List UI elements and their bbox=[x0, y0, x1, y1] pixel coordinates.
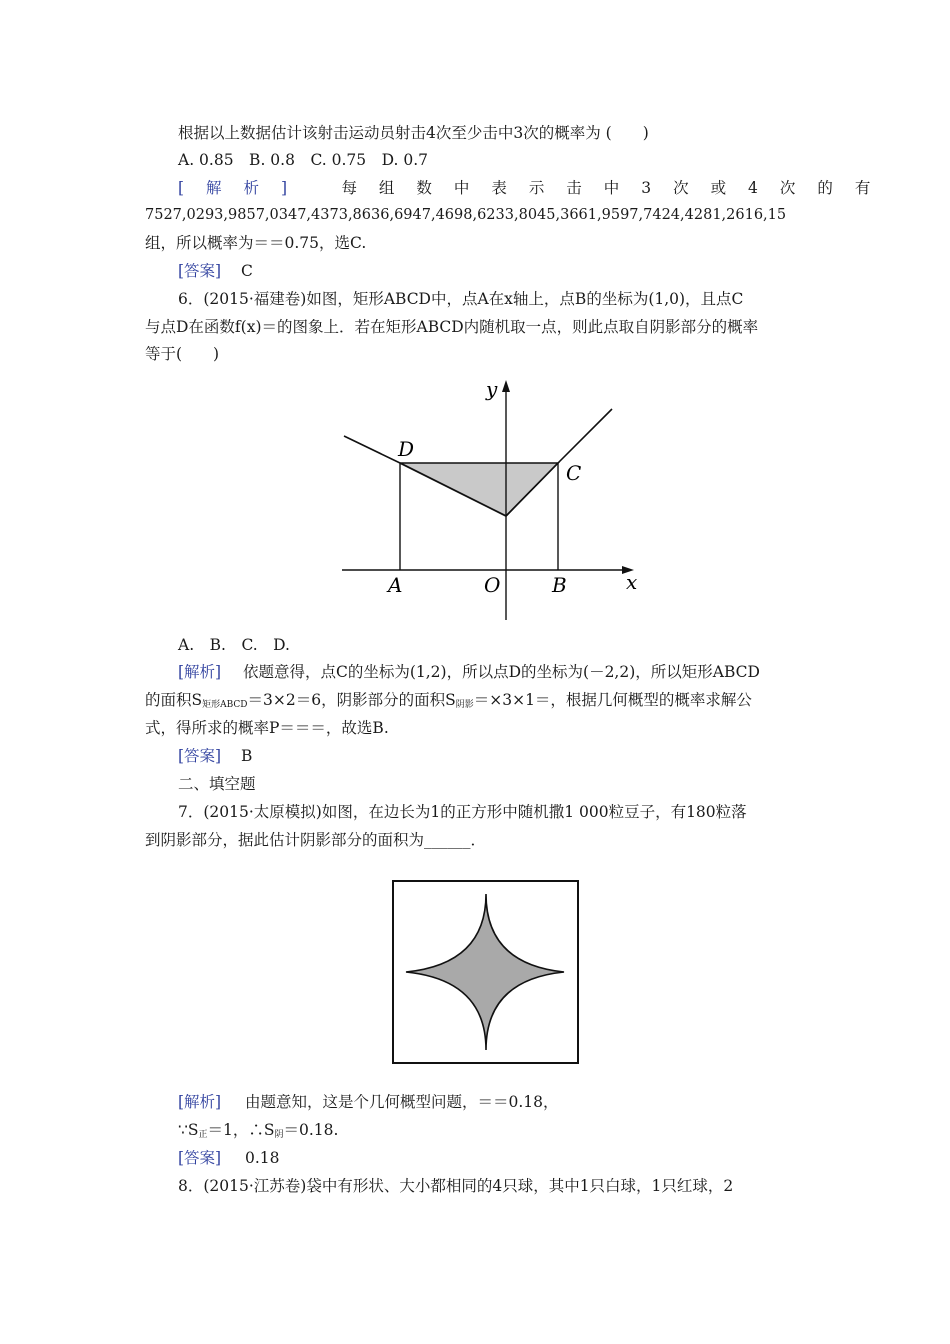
label-o: O bbox=[484, 573, 501, 597]
q7-analysis-text-1: 由题意知，这是个几何概型问题，＝＝0.18， bbox=[244, 1093, 559, 1111]
q7-answer-line bbox=[178, 1148, 280, 1168]
q7-stem-line-2: 到阴影部分，据此估计阴影部分的面积为______． bbox=[145, 831, 487, 849]
q5-analysis-numbers: 7527,0293,9857,0347,4373,8636,6947,4698,6233,8045,3661,9597,7424,4281,2616,15 bbox=[145, 207, 787, 223]
q6-analysis-sub-shade: 阴影 bbox=[455, 700, 474, 710]
label-x: x bbox=[626, 570, 638, 594]
q5-analysis-line bbox=[178, 178, 879, 198]
q6-analysis-line-3: 式，得所求的概率P＝＝＝，故选B. bbox=[145, 719, 389, 737]
q7-stem-line-1: 7．(2015·太原模拟)如图，在边长为1的正方形中随机撒1 000粒豆子，有180粒落 bbox=[178, 803, 747, 821]
q6-analysis-2c: ＝×3×1＝，根据几何概型的概率求解公 bbox=[473, 691, 752, 709]
q5-options: A. 0.85 B. 0.8 C. 0.75 D. 0.7 bbox=[178, 151, 429, 169]
q7-figure bbox=[390, 878, 582, 1066]
q5-analysis-text: 每 组 数 中 表 示 击 中 3 次 或 4 次 的 有 bbox=[341, 179, 879, 197]
q6-analysis-sub-rect: 矩形ABCD bbox=[202, 700, 248, 710]
label-d: D bbox=[398, 437, 415, 461]
q6-figure bbox=[330, 370, 650, 630]
q7-analysis-2a: ∵S bbox=[178, 1121, 199, 1139]
analysis-tag: [ 解 析 ] bbox=[178, 179, 296, 197]
q7-analysis-2b: ＝1，∴S bbox=[207, 1121, 275, 1139]
q5-answer: C bbox=[240, 262, 253, 280]
q6-answer: B bbox=[240, 747, 253, 765]
q6-stem-line-3: 等于( ) bbox=[145, 345, 220, 363]
q6-stem-line-1: 6．(2015·福建卷)如图，矩形ABCD中，点A在x轴上，点B的坐标为(1,0)，且点C bbox=[178, 290, 744, 308]
q6-analysis-text-1: 依题意得，点C的坐标为(1,2)，所以点D的坐标为(－2,2)，所以矩形ABCD bbox=[242, 663, 760, 681]
q8-stem-line-1: 8．(2015·江苏卷)袋中有形状、大小都相同的4只球，其中1只白球，1只红球，2 bbox=[178, 1177, 734, 1195]
label-c: C bbox=[566, 461, 582, 485]
q6-answer-line bbox=[178, 746, 252, 766]
answer-tag: [答案] bbox=[178, 747, 222, 765]
q6-analysis-line-2 bbox=[145, 690, 752, 715]
answer-tag: [答案] bbox=[178, 1149, 222, 1167]
q7-analysis-sub-square: 正 bbox=[198, 1130, 208, 1140]
q6-analysis-line-1 bbox=[178, 662, 760, 682]
q7-analysis-2c: ＝0.18. bbox=[283, 1121, 339, 1139]
q6-stem-line-2: 与点D在函数f(x)＝的图象上．若在矩形ABCD内随机取一点，则此点取自阴影部分的概率 bbox=[145, 318, 759, 336]
q7-analysis-line-2 bbox=[178, 1120, 338, 1145]
label-y: y bbox=[486, 377, 498, 401]
q6-analysis-2b: ＝3×2＝6，阴影部分的面积S bbox=[247, 691, 456, 709]
answer-tag: [答案] bbox=[178, 262, 222, 280]
shaded-region bbox=[400, 463, 558, 516]
q7-answer: 0.18 bbox=[244, 1149, 280, 1167]
q5-stem: 根据以上数据估计该射击运动员射击4次至少击中3次的概率为 ( ) bbox=[178, 124, 649, 142]
q7-analysis-line-1 bbox=[178, 1092, 559, 1112]
q7-analysis-sub-shade: 阴 bbox=[274, 1130, 284, 1140]
analysis-tag: [解析] bbox=[178, 1093, 222, 1111]
y-axis-arrow bbox=[502, 380, 510, 392]
q5-answer-line bbox=[178, 261, 253, 281]
q6-analysis-2a: 的面积S bbox=[145, 691, 203, 709]
label-a: A bbox=[388, 573, 403, 597]
q6-options: A. B. C. D. bbox=[178, 636, 290, 654]
section-heading: 二、填空题 bbox=[178, 775, 256, 793]
label-b: B bbox=[552, 573, 567, 597]
q5-analysis-end: 组，所以概率为＝＝0.75，选C. bbox=[145, 234, 367, 252]
analysis-tag: [解析] bbox=[178, 663, 222, 681]
